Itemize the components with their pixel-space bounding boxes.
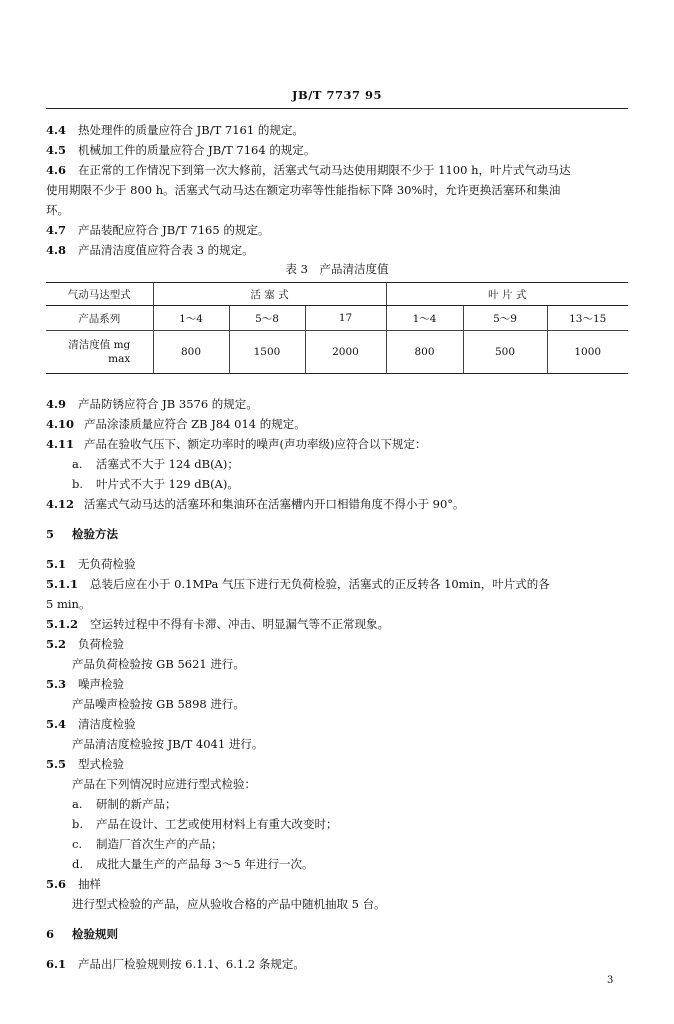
- item-text: 活塞式不大于 124 dB(A)；: [96, 457, 239, 471]
- clause-text: 产品在验收气压下、额定功率时的噪声(声功率级)应符合以下规定：: [84, 437, 427, 451]
- item-marker: d.: [72, 857, 84, 871]
- clause-4-11-b: [72, 476, 634, 492]
- clause-number: 4.5: [46, 143, 67, 157]
- item-text: 研制的新产品；: [96, 797, 177, 811]
- clause-number: 4.7: [46, 223, 67, 237]
- clause-5-5-body: 产品在下列情况时应进行型式检验：: [72, 777, 256, 791]
- clause-5-1-1-line1: [46, 576, 634, 592]
- item-marker: b.: [72, 817, 84, 831]
- table-row-values: [46, 331, 628, 374]
- list-item: [72, 836, 634, 852]
- table-header-row: [46, 283, 628, 306]
- clause-text: 抽样: [78, 877, 101, 891]
- cleanliness-table: [46, 282, 628, 374]
- table-cell: 17: [305, 306, 386, 331]
- table-cell: 800: [386, 331, 463, 374]
- clause-4-6-line2: 使用期限不少于 800 h。活塞式气动马达在额定功率等性能指标下降 30%时，允许更换活塞环和集油: [46, 183, 561, 197]
- clause-4-6-line1: [46, 162, 634, 178]
- clause-5-5: [46, 756, 634, 772]
- clause-4-11: [46, 436, 634, 452]
- table-cell: 2000: [305, 331, 386, 374]
- page-number: 3: [607, 975, 614, 986]
- section-6-heading: [46, 926, 634, 942]
- clause-5-4: [46, 716, 634, 732]
- table-cell: 1000: [547, 331, 628, 374]
- document-code-header: JB/T 7737 95: [292, 88, 382, 102]
- clause-text: 空运转过程中不得有卡滞、冲击、明显漏气等不正常现象。: [90, 617, 389, 631]
- clause-5-1: [46, 556, 634, 572]
- clause-text: 无负荷检验: [78, 557, 136, 571]
- clause-number: 5.3: [46, 677, 67, 691]
- clause-number: 5.2: [46, 637, 67, 651]
- clause-text: 产品清洁度值应符合表 3 的规定。: [78, 243, 254, 257]
- clause-text: 噪声检验: [78, 677, 124, 691]
- table-row-series: [46, 306, 628, 331]
- section-number: 6: [46, 927, 55, 941]
- section-number: 5: [46, 527, 55, 541]
- clause-number: 5.5: [46, 757, 67, 771]
- list-item: [72, 816, 634, 832]
- section-5-heading: [46, 526, 634, 542]
- clause-5-2: [46, 636, 634, 652]
- clause-4-11-a: [72, 456, 634, 472]
- section-title: 检验方法: [72, 527, 118, 541]
- clause-4-12: [46, 496, 634, 512]
- clause-4-7: [46, 222, 634, 238]
- clause-number: 5.1.1: [46, 577, 79, 591]
- item-text: 产品在设计、工艺或使用材料上有重大改变时；: [96, 817, 338, 831]
- header-vane: 叶 片 式: [386, 283, 628, 306]
- row-label-value: [46, 331, 153, 374]
- clause-4-6-line3: 环。: [46, 203, 69, 217]
- item-marker: c.: [72, 837, 83, 851]
- row-label-value-max: max: [108, 353, 131, 365]
- clause-4-8: [46, 242, 634, 258]
- clause-text: 在正常的工作情况下到第一次大修前，活塞式气动马达使用期限不少于 1100 h，叶片式气动马达: [78, 163, 571, 177]
- clause-text: 产品防锈应符合 JB 3576 的规定。: [78, 397, 258, 411]
- clause-5-2-body: 产品负荷检验按 GB 5621 进行。: [72, 657, 245, 671]
- clause-5-3-body: 产品噪声检验按 GB 5898 进行。: [72, 697, 245, 711]
- list-item: [72, 856, 634, 872]
- list-item: [72, 796, 634, 812]
- table-cell: 1500: [229, 331, 305, 374]
- clause-text: 热处理件的质量应符合 JB/T 7161 的规定。: [78, 123, 304, 137]
- clause-text: 产品出厂检验规则按 6.1.1、6.1.2 条规定。: [78, 957, 305, 971]
- table-cell: 800: [153, 331, 229, 374]
- clause-number: 4.4: [46, 123, 67, 137]
- clause-number: 4.9: [46, 397, 67, 411]
- clause-number: 4.11: [46, 437, 75, 451]
- clause-text: 型式检验: [78, 757, 124, 771]
- clause-number: 4.12: [46, 497, 75, 511]
- clause-text: 负荷检验: [78, 637, 124, 651]
- table-cell: 13～15: [547, 306, 628, 331]
- clause-5-6-body: 进行型式检验的产品，应从验收合格的产品中随机抽取 5 台。: [72, 897, 386, 911]
- clause-4-10: [46, 416, 634, 432]
- clause-number: 4.10: [46, 417, 75, 431]
- item-marker: b.: [72, 477, 84, 491]
- table-cell: 1～4: [386, 306, 463, 331]
- clause-number: 5.1.2: [46, 617, 79, 631]
- clause-number: 5.4: [46, 717, 67, 731]
- clause-5-1-2: [46, 616, 634, 632]
- clause-4-9: [46, 396, 634, 412]
- clause-5-4-body: 产品清洁度检验按 JB/T 4041 进行。: [72, 737, 264, 751]
- header-piston: 活 塞 式: [153, 283, 386, 306]
- clause-5-6: [46, 876, 634, 892]
- clause-number: 5.6: [46, 877, 67, 891]
- clause-number: 4.8: [46, 243, 67, 257]
- item-text: 制造厂首次生产的产品；: [96, 837, 223, 851]
- item-marker: a.: [72, 457, 83, 471]
- item-marker: a.: [72, 797, 83, 811]
- clause-number: 4.6: [46, 163, 67, 177]
- clause-4-5: [46, 142, 634, 158]
- clause-text: 产品装配应符合 JB/T 7165 的规定。: [78, 223, 270, 237]
- clause-4-4: [46, 122, 634, 138]
- table-cell: 5～8: [229, 306, 305, 331]
- clause-5-3: [46, 676, 634, 692]
- clause-5-1-1-line2: 5 min。: [46, 597, 91, 611]
- clause-text: 活塞式气动马达的活塞环和集油环在活塞槽内开口相错角度不得小于 90°。: [84, 497, 465, 511]
- clause-text: 机械加工件的质量应符合 JB/T 7164 的规定。: [78, 143, 316, 157]
- header-motor-type: 气动马达型式: [46, 283, 153, 306]
- clause-number: 5.1: [46, 557, 67, 571]
- clause-text: 清洁度检验: [78, 717, 136, 731]
- table-cell: 1～4: [153, 306, 229, 331]
- row-label-value-main: 清洁度值 mg: [68, 339, 131, 351]
- table-cell: 500: [463, 331, 547, 374]
- header-rule: [46, 108, 628, 109]
- row-label-series: 产品系列: [46, 306, 153, 331]
- clause-text: 总装后应在小于 0.1MPa 气压下进行无负荷检验，活塞式的正反转各 10min，叶片式的各: [90, 577, 550, 591]
- clause-number: 6.1: [46, 957, 67, 971]
- clause-6-1: [46, 956, 634, 972]
- item-text: 成批大量生产的产品每 3～5 年进行一次。: [96, 857, 314, 871]
- item-text: 叶片式不大于 129 dB(A)。: [96, 477, 239, 491]
- table-cell: 5～9: [463, 306, 547, 331]
- section-title: 检验规则: [72, 927, 118, 941]
- clause-text: 产品涂漆质量应符合 ZB J84 014 的规定。: [84, 417, 306, 431]
- table-caption: 表 3 产品清洁度值: [285, 262, 389, 276]
